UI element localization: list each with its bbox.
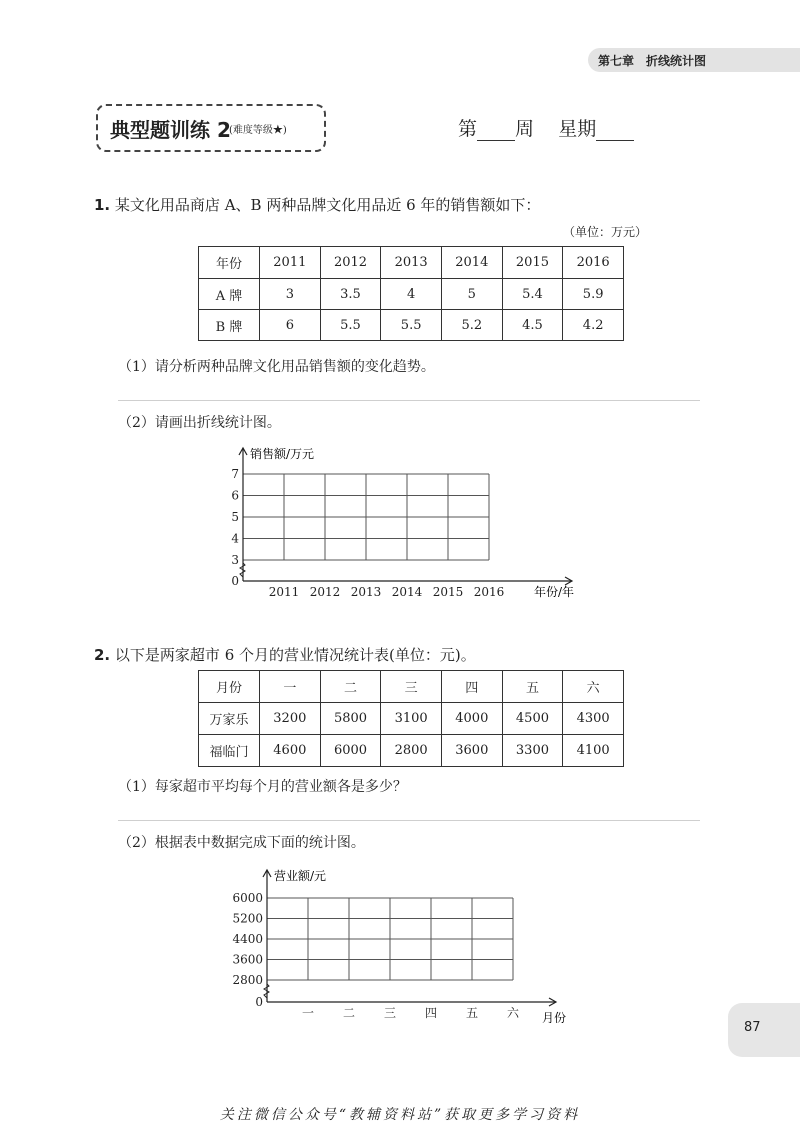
table-cell: 5.2	[441, 310, 502, 341]
table-cell: 3300	[502, 735, 563, 767]
table-cell: 6000	[320, 735, 381, 767]
table-row	[199, 310, 624, 341]
table-cell: 万家乐	[199, 703, 260, 735]
y-tick-label: 5200	[232, 911, 263, 926]
x-tick-label: 二	[342, 1006, 356, 1020]
x-axis-label: 月份	[542, 1011, 567, 1025]
x-tick-label: 一	[301, 1006, 315, 1020]
x-tick-label: 三	[383, 1006, 397, 1020]
table-cell: 年份	[199, 247, 260, 279]
week-fill-line	[458, 114, 634, 141]
table-cell: 二	[320, 671, 381, 703]
y-tick-label: 3	[231, 553, 239, 567]
x-tick-label: 2015	[432, 585, 464, 599]
section-title: 典型题训练 2	[110, 118, 231, 142]
q1-sub1: （1）请分析两种品牌文化用品销售额的变化趋势。	[118, 359, 435, 375]
table-cell: 5.5	[381, 310, 442, 341]
q1-sub2: （2）请画出折线统计图。	[118, 415, 281, 431]
x-tick-label: 六	[506, 1006, 520, 1020]
table-cell: 2013	[381, 247, 442, 279]
q1-title	[94, 194, 540, 215]
table-cell: 5800	[320, 703, 381, 735]
table-cell: 6	[260, 310, 321, 341]
table-cell: 三	[381, 671, 442, 703]
table-cell: 5.4	[502, 279, 563, 310]
table-cell: 4.5	[502, 310, 563, 341]
q2-sub1: （1）每家超市平均每个月的营业额各是多少？	[118, 779, 407, 795]
page-number: 87	[744, 1020, 761, 1035]
q2-table	[198, 670, 624, 767]
table-cell: 月份	[199, 671, 260, 703]
table-cell: 一	[260, 671, 321, 703]
table-cell: 5.5	[320, 310, 381, 341]
q1-text: 某文化用品商店 A、B 两种品牌文化用品近 6 年的销售额如下：	[114, 196, 541, 214]
chart-axes	[263, 870, 556, 1006]
table-cell: 六	[563, 671, 624, 703]
q2-text: 以下是两家超市 6 个月的营业情况统计表(单位：元)。	[114, 646, 476, 664]
table-cell: 2011	[260, 247, 321, 279]
x-tick-label: 2011	[268, 585, 300, 599]
section-difficulty: (难度等级★)	[229, 125, 287, 136]
q2-sub2: （2）根据表中数据完成下面的统计图。	[118, 835, 365, 851]
table-row	[199, 703, 624, 735]
table-cell: 4600	[260, 735, 321, 767]
table-cell: 4	[381, 279, 442, 310]
x-tick-label: 四	[424, 1006, 438, 1020]
table-cell: 5.9	[563, 279, 624, 310]
weekday-blank[interactable]	[596, 122, 634, 141]
x-tick-label: 2014	[391, 585, 423, 599]
page-number-tab	[728, 1003, 800, 1057]
table-cell: 2800	[381, 735, 442, 767]
y-axis-label: 营业额/元	[274, 869, 327, 883]
table-row	[199, 671, 624, 703]
table-cell: 4300	[563, 703, 624, 735]
y-tick-label: 2800	[232, 973, 263, 987]
table-cell: 4500	[502, 703, 563, 735]
table-cell: 福临门	[199, 735, 260, 767]
week-di: 第	[458, 118, 478, 140]
week-zhou: 周	[515, 118, 535, 140]
table-cell: 2012	[320, 247, 381, 279]
table-cell: 2015	[502, 247, 563, 279]
y-tick-label: 7	[231, 467, 239, 481]
y-tick-label: 3600	[232, 952, 263, 967]
table-cell: 3100	[381, 703, 442, 735]
x-tick-label: 2016	[473, 585, 505, 599]
q1-table	[198, 246, 624, 341]
q2-answer-line[interactable]	[118, 820, 700, 821]
x-tick-label: 2013	[350, 585, 382, 599]
footer-note: 关注微信公众号“教辅资料站”获取更多学习资料	[219, 1107, 581, 1123]
table-cell: 3200	[260, 703, 321, 735]
x-axis-label: 年份/年	[534, 585, 575, 599]
chart-grid	[267, 898, 513, 980]
x-tick-label: 2012	[309, 585, 341, 599]
table-cell: 五	[502, 671, 563, 703]
table-cell: 3.5	[320, 279, 381, 310]
q2-number: 2.	[94, 646, 111, 664]
chart-tick-labels	[232, 891, 520, 1020]
q2-title	[94, 644, 476, 665]
table-row	[199, 247, 624, 279]
y-tick-label: 6	[231, 488, 239, 503]
week-blank[interactable]	[477, 122, 515, 141]
table-row	[199, 735, 624, 767]
table-cell: 2014	[441, 247, 502, 279]
chapter-title: 第七章 折线统计图	[598, 54, 707, 68]
table-cell: B 牌	[199, 310, 260, 341]
table-cell: 3600	[441, 735, 502, 767]
y-tick-label: 0	[255, 995, 263, 1009]
y-tick-label: 0	[231, 574, 239, 588]
q1-line-chart-grid[interactable]	[200, 440, 600, 605]
table-cell: 四	[441, 671, 502, 703]
y-tick-label: 4	[231, 531, 239, 546]
table-row	[199, 279, 624, 310]
q1-answer-line[interactable]	[118, 400, 700, 401]
q1-number: 1.	[94, 196, 111, 214]
table-cell: 2016	[563, 247, 624, 279]
table-cell: 4100	[563, 735, 624, 767]
table-cell: 3	[260, 279, 321, 310]
chart-tick-labels	[231, 467, 504, 599]
table-cell: 5	[441, 279, 502, 310]
table-cell: A 牌	[199, 279, 260, 310]
week-xingqi: 星期	[558, 118, 597, 140]
q1-unit: （单位：万元）	[563, 225, 648, 239]
y-tick-label: 6000	[232, 891, 263, 905]
q2-line-chart-grid[interactable]	[200, 862, 600, 1032]
y-tick-label: 4400	[232, 932, 263, 946]
chart-grid	[243, 474, 489, 560]
table-cell: 4000	[441, 703, 502, 735]
x-tick-label: 五	[465, 1006, 479, 1020]
table-cell: 4.2	[563, 310, 624, 341]
y-tick-label: 5	[231, 510, 239, 524]
y-axis-label: 销售额/万元	[250, 447, 315, 461]
